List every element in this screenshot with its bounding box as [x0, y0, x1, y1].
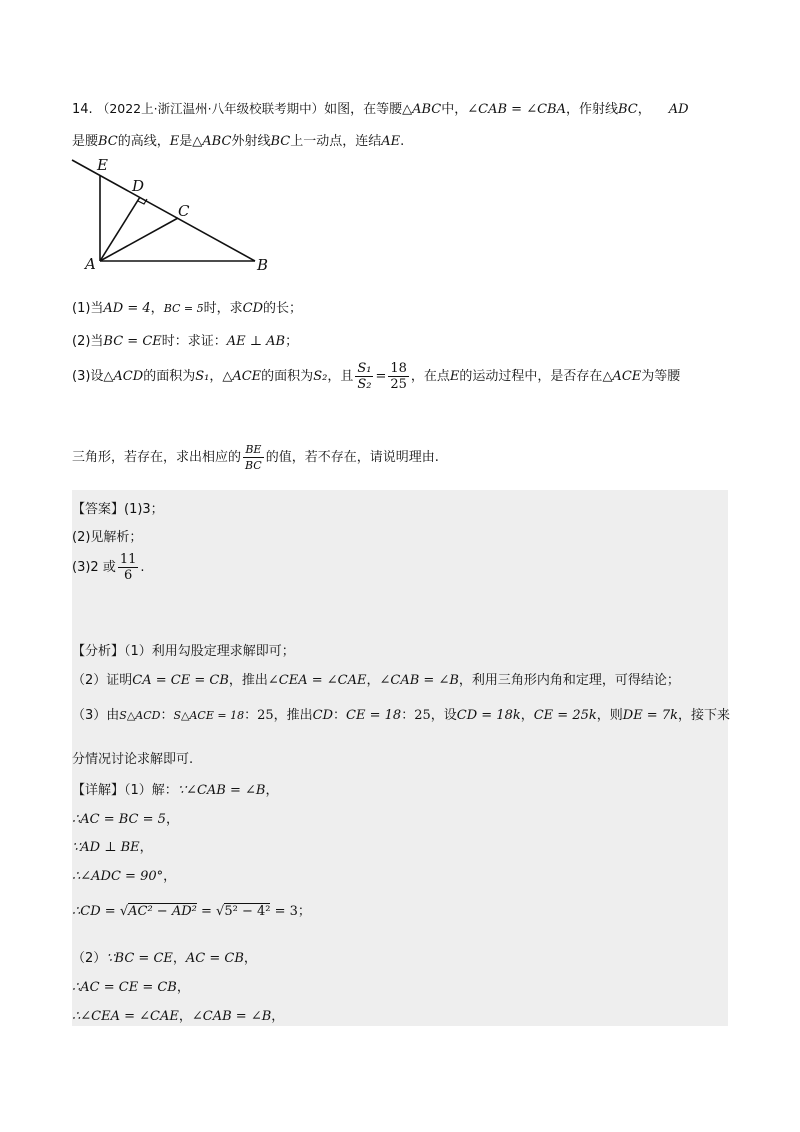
text: (3)设: [72, 369, 104, 384]
text: ，设: [430, 708, 457, 723]
math: ∴AC = CE = CB: [72, 980, 177, 995]
math: =: [375, 369, 387, 384]
fraction-be-bc: [243, 442, 264, 473]
fraction-11-6: [118, 552, 139, 583]
text: ，且: [327, 369, 354, 384]
text: ，在点: [410, 369, 450, 384]
label-e: E: [97, 156, 108, 174]
math: DE = 7k: [622, 708, 678, 723]
math: AE ⊥ AB: [226, 334, 286, 349]
fraction-18-25: [388, 361, 409, 392]
question-3: [72, 361, 680, 392]
detail-1: [72, 779, 278, 798]
sqrt-2: √5² − 4²: [216, 904, 271, 919]
math: AD: [668, 102, 689, 117]
denominator: 6: [123, 568, 133, 583]
analysis-4: 分情况讨论求解即可.: [72, 752, 194, 767]
numerator: S₁: [357, 361, 372, 376]
denominator: S₂: [357, 377, 372, 392]
math: ∠CAB = ∠CBA: [467, 102, 566, 117]
math: ∴∠CEA = ∠CAE: [72, 1009, 179, 1024]
text: 的长；: [263, 301, 303, 316]
label-d: D: [132, 177, 145, 195]
math: ∠CAB = ∠B: [191, 1009, 272, 1024]
text: ，: [637, 102, 651, 117]
math: BC = CE: [103, 334, 162, 349]
problem-number: 14.: [72, 102, 93, 117]
detail-4: [72, 865, 176, 884]
math: ∵AD ⊥ BE: [72, 840, 140, 855]
numerator: 18: [390, 361, 407, 376]
text: （2）证明: [72, 673, 133, 688]
math: △ABC: [402, 102, 442, 117]
math: S△ACE = 18: [173, 709, 245, 722]
math: ∵∠CAB = ∠B: [177, 783, 266, 798]
problem-source: （2022上·浙江温州·八年级校联考期中）: [96, 101, 325, 116]
math: CD = 18k: [456, 708, 521, 723]
answer-2: (2)见解析；: [72, 530, 143, 545]
detail-5: [72, 900, 311, 919]
fraction-s1-s2: [355, 361, 373, 392]
math: ∵BC = CE: [106, 951, 173, 966]
math: S△ACD: [119, 709, 161, 722]
math: CA = CE = CB: [132, 673, 229, 688]
text: （3）由: [72, 708, 120, 723]
math: BC: [98, 134, 118, 149]
text: ，推出: [273, 708, 313, 723]
label-c: C: [178, 202, 190, 220]
text: ；: [285, 334, 299, 349]
math: AC = CB: [185, 951, 244, 966]
math: AD = 4: [103, 301, 151, 316]
text: ，: [209, 369, 223, 384]
detail-2: [72, 808, 179, 827]
text: .: [400, 134, 405, 149]
math: S₁: [195, 369, 210, 384]
text: ：: [401, 708, 415, 723]
text: ，利用三角形内角和定理，可得结论；: [458, 673, 680, 688]
text: ，接下来: [677, 708, 730, 723]
denominator: 25: [390, 377, 407, 392]
text: (2)当: [72, 334, 104, 349]
analysis-3: [72, 704, 730, 723]
text: 中，: [441, 102, 468, 117]
denominator: BC: [245, 459, 262, 472]
text: ，则: [596, 708, 623, 723]
math: BC = 5: [163, 302, 204, 315]
text: (3)2 或: [72, 560, 116, 575]
question-3-cont: [72, 442, 439, 473]
text: 是腰: [72, 134, 99, 149]
text: 【详解】（1）解：: [72, 783, 178, 798]
analysis-title: 【分析】（1）利用勾股定理求解即可；: [72, 644, 295, 659]
detail-8: [72, 1005, 284, 1024]
text: ，: [150, 301, 164, 316]
math: 25: [257, 708, 274, 723]
label-a: A: [85, 255, 96, 273]
text: ，: [178, 1009, 192, 1024]
math: BC: [270, 134, 291, 149]
text: ：: [333, 708, 347, 723]
text: ：: [244, 708, 258, 723]
answer-3: [72, 552, 145, 583]
detail-7: [72, 976, 190, 995]
segment-ac: [100, 218, 178, 261]
text: 外射线: [231, 134, 271, 149]
segment-ad: [100, 197, 140, 261]
text: .: [140, 560, 145, 575]
text: ，: [271, 1009, 285, 1024]
text: 是: [179, 134, 193, 149]
text: 时：求证：: [161, 334, 227, 349]
text: ；: [297, 904, 311, 919]
text: 的运动过程中，是否存在: [459, 369, 603, 384]
math: E: [169, 134, 180, 149]
problem-line-2: [72, 130, 404, 149]
math: 25: [414, 708, 431, 723]
question-2: [72, 330, 298, 349]
detail-3: [72, 836, 153, 855]
text: （2）: [72, 951, 107, 966]
text: 如图，在等腰: [324, 102, 403, 117]
math: △ACE: [222, 369, 262, 384]
math: = 3: [274, 904, 298, 919]
text: 的高线，: [117, 134, 170, 149]
math: AE: [381, 134, 401, 149]
math: ∴∠ADC = 90°: [72, 869, 164, 884]
numerator: BE: [243, 442, 264, 458]
math: CD: [242, 301, 263, 316]
text: 的值，若不存在，请说明理由.: [265, 450, 439, 465]
text: 时，求: [203, 301, 243, 316]
text: ，推出: [228, 673, 268, 688]
text: ，: [163, 869, 177, 884]
question-1: [72, 297, 302, 316]
answer-1: 【答案】(1)3；: [72, 502, 164, 517]
math: ∴CD =: [72, 904, 116, 919]
text: 三角形，若存在，求出相应的: [72, 450, 242, 465]
math: E: [449, 369, 460, 384]
text: 为等腰: [641, 369, 681, 384]
math: S₂: [313, 369, 328, 384]
detail-6: [72, 947, 257, 966]
text: ，: [165, 812, 179, 827]
text: ，: [172, 951, 186, 966]
label-b: B: [257, 256, 269, 274]
math: ∠CAB = ∠B: [379, 673, 459, 688]
text: ，: [243, 951, 257, 966]
math: ∴AC = BC = 5: [72, 812, 166, 827]
sqrt-1: √AC² − AD²: [119, 904, 197, 919]
text: ，作射线: [565, 102, 618, 117]
text: 的面积为: [143, 369, 196, 384]
text: 上一动点，连结: [290, 134, 382, 149]
text: ：: [160, 708, 174, 723]
math: ∠CEA = ∠CAE: [267, 673, 367, 688]
numerator: 11: [119, 552, 137, 567]
problem-line-1: [72, 98, 689, 117]
math: CE = 25k: [533, 708, 597, 723]
text: 的面积为: [261, 369, 314, 384]
math: BC: [618, 102, 638, 117]
text: ，: [366, 673, 380, 688]
text: ，: [139, 840, 153, 855]
radicand: AC² − AD²: [128, 904, 197, 919]
text: ，: [265, 783, 279, 798]
math: =: [200, 904, 212, 919]
math: CE = 18: [346, 708, 402, 723]
text: ，: [176, 980, 190, 995]
math: CD: [312, 708, 334, 723]
text: (1)当: [72, 301, 104, 316]
math: △ACD: [103, 369, 144, 384]
radicand: 5² − 4²: [224, 904, 271, 919]
analysis-2: [72, 669, 680, 688]
math: △ABC: [192, 134, 232, 149]
text: ，: [520, 708, 534, 723]
math: △ACE: [602, 369, 642, 384]
geometry-figure: [70, 150, 280, 275]
